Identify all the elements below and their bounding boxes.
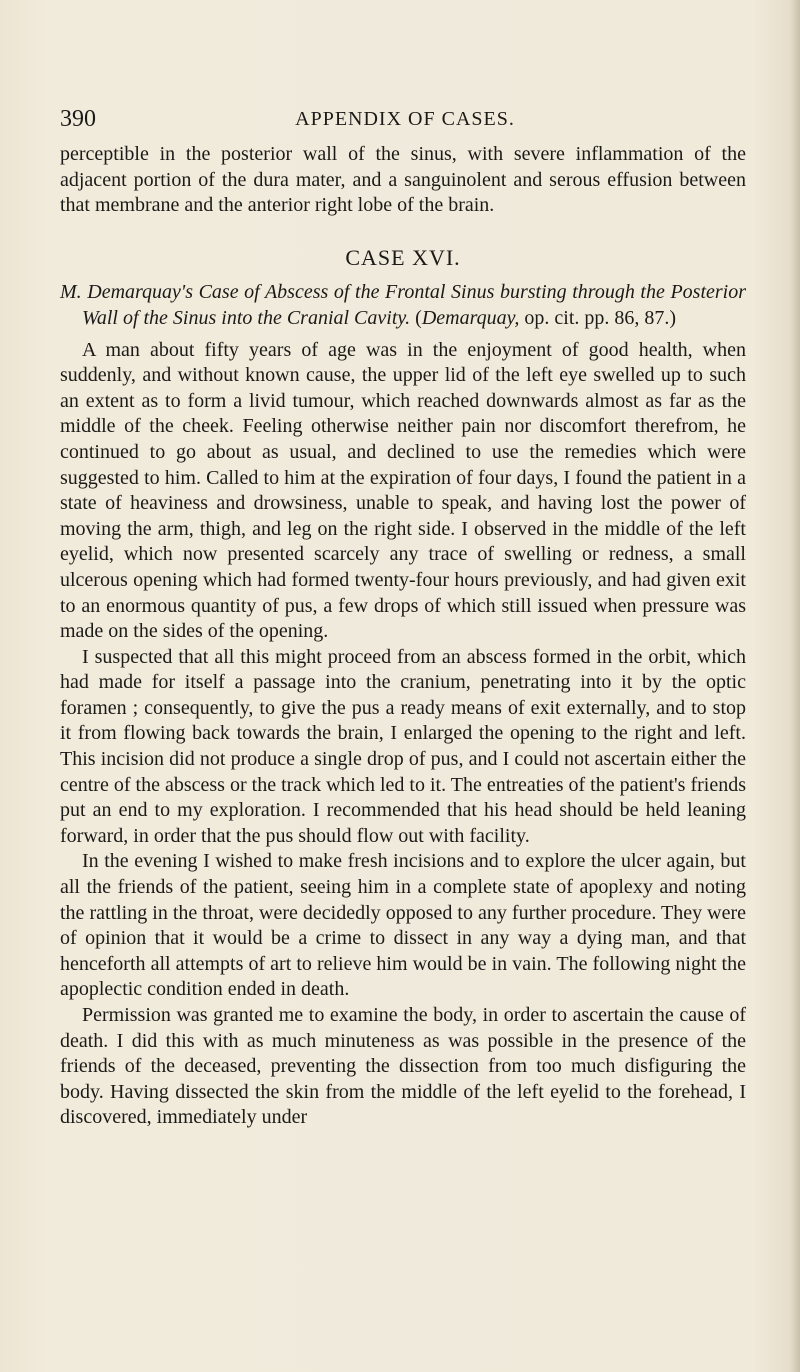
case-title-ref-open: ( — [410, 306, 422, 329]
case-title-text: M. Demarquay's Case of Abscess of the Frontal Sinus bursting through the Posterior Wall of the Sinus into the Cranial Cavity. — [60, 281, 746, 329]
paragraph: In the evening I wished to make fresh incisions and to explore the ulcer again, but all the friends of the patient, seeing him in a complete state of apoplexy and noting the rattling in the throat, were decidedly opposed to any further procedure. They were of opinion that it would be a crime to dissect in any way a dying man, and that henceforth all attempts of art to relieve him would be in vain. The following night the apoplectic condition ended in death. — [60, 850, 746, 1001]
page-edge-shadow — [790, 0, 800, 1372]
paragraph: I suspected that all this might proceed from an abscess formed in the orbit, which had made for itself a passage into the cranium, penetrating into it by the optic foramen ; consequently, to give the pus a ready means of exit externally, and to stop it from flowing back towards the brain, I enlarged the opening to the right and left. This incision did not produce a single drop of pus, and I could not ascertain either the centre of the abscess or the track which led to it. The entreaties of the patient's friends put an end to my exploration. I recommended that his head should be held leaning forward, in order that the pus should flow out with facility. — [60, 645, 746, 847]
paragraph: Permission was granted me to examine the body, in order to ascertain the cause of death. I did this with as much minuteness as was possible in the presence of the friends of the deceased, preventing the dissection from too much disfiguring the body. Having dissected the skin from the middle of the left eyelid to the forehead, I discovered, immediately under — [60, 1004, 746, 1129]
case-title-ref-author: Demarquay, — [421, 306, 520, 329]
case-title — [60, 280, 746, 331]
case-title-ref-rest: op. cit. pp. 86, 87.) — [519, 306, 677, 329]
running-header-title: APPENDIX OF CASES. — [295, 108, 515, 130]
running-head — [60, 104, 750, 134]
case-heading: CASE XVI. — [345, 244, 461, 270]
intro-paragraph: perceptible in the posterior wall of the sinus, with severe inflammation of the adjacent portion of the dura mater, and a sanguinolent and serous effusion between that membrane and the anterior right lobe of the brain. — [60, 143, 746, 217]
paragraph: A man about fifty years of age was in the enjoyment of good health, when suddenly, and without known cause, the upper lid of the left eye swelled up to such an extent as to form a livid tumour, which reached downwards almost as far as the middle of the cheek. Feeling otherwise neither pain nor discomfort therefrom, he continued to go about as usual, and declined to use the remedies which were suggested to him. Called to him at the expiration of four days, I found the patient in a state of heaviness and drowsiness, unable to speak, and having lost the power of moving the arm, thigh, and leg on the right side. I observed in the middle of the left eyelid, which now presented scarcely any trace of swelling or redness, a small ulcerous opening which had formed twenty-four hours previously, and had given exit to an enormous quantity of pus, a few drops of which still issued when pressure was made on the sides of the opening. — [60, 338, 746, 643]
page-number: 390 — [60, 106, 96, 132]
body-text — [60, 142, 746, 1131]
